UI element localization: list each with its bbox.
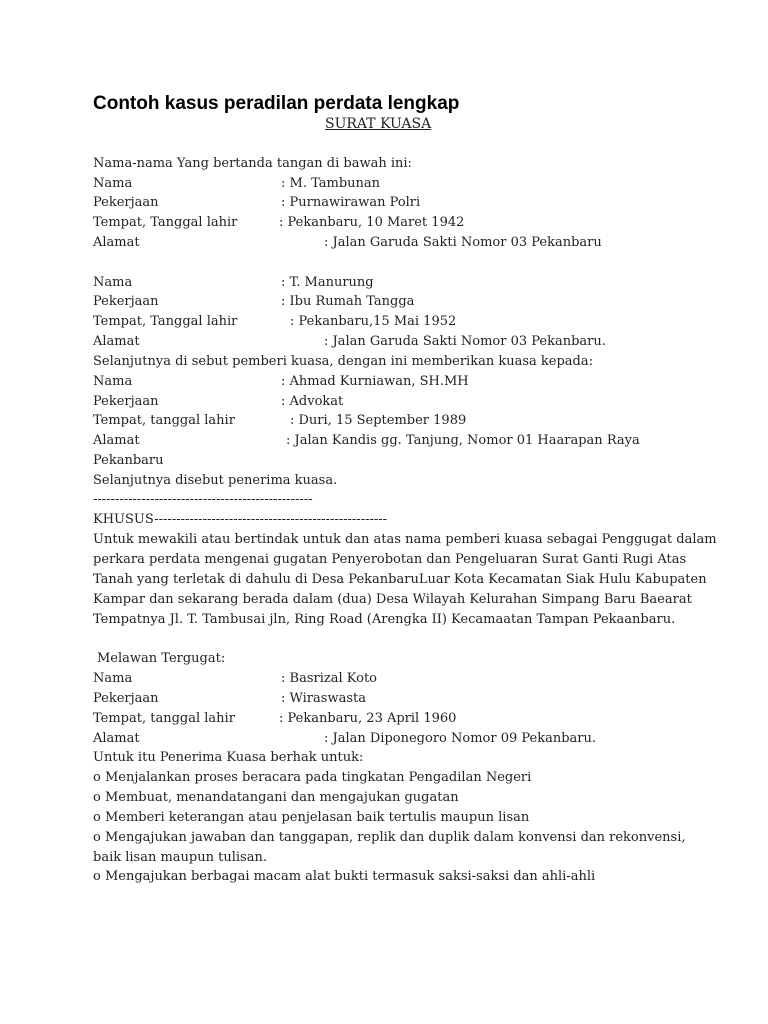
hak-item: o Mengajukan berbagai macam alat bukti termasuk saksi-saksi dan ahli-ahli xyxy=(93,869,596,884)
hak-item: o Menjalankan proses beracara pada tingkatan Pengadilan Negeri xyxy=(93,770,532,785)
penerima-ttl-label: Tempat, tanggal lahir xyxy=(93,413,235,428)
penerima-alamat-value: : Jalan Kandis gg. Tanjung, Nomor 01 Haarapan Raya xyxy=(286,433,640,448)
pemberi1-alamat-value: : Jalan Garuda Sakti Nomor 03 Pekanbaru xyxy=(324,235,602,250)
divider-line: -------------------------------------------------- xyxy=(93,492,313,507)
tergugat-ttl-label: Tempat, tanggal lahir xyxy=(93,711,235,726)
pemberi2-pekerjaan-label: Pekerjaan xyxy=(93,294,159,309)
pemberi2-nama-label: Nama xyxy=(93,275,133,290)
pemberi2-nama-value: : T. Manurung xyxy=(281,275,374,290)
hak-item-continued: baik lisan maupun tulisan. xyxy=(93,850,267,865)
tergugat-ttl-value: : Pekanbaru, 23 April 1960 xyxy=(279,711,457,726)
pemberi1-pekerjaan-value: : Purnawirawan Polri xyxy=(281,195,421,210)
pemberi1-nama-label: Nama xyxy=(93,176,133,191)
pemberi1-alamat-label: Alamat xyxy=(93,235,140,250)
tergugat-pekerjaan-value: : Wiraswasta xyxy=(281,691,366,706)
pemberi1-pekerjaan-label: Pekerjaan xyxy=(93,195,159,210)
tergugat-nama-value: : Basrizal Koto xyxy=(281,671,377,686)
pemberi2-alamat-value: : Jalan Garuda Sakti Nomor 03 Pekanbaru. xyxy=(324,334,606,349)
hak-item: o Memberi keterangan atau penjelasan baik tertulis maupun lisan xyxy=(93,810,530,825)
pemberi2-ttl-value: : Pekanbaru,15 Mai 1952 xyxy=(290,314,457,329)
melawan-line: Melawan Tergugat: xyxy=(97,651,226,666)
pemberi2-pekerjaan-value: : Ibu Rumah Tangga xyxy=(281,294,415,309)
tergugat-pekerjaan-label: Pekerjaan xyxy=(93,691,159,706)
penerima-pekerjaan-value: : Advokat xyxy=(281,394,344,409)
pemberi2-ttl-label: Tempat, Tanggal lahir xyxy=(93,314,238,329)
pemberi1-ttl-value: : Pekanbaru, 10 Maret 1942 xyxy=(279,215,465,230)
intro-line: Nama-nama Yang bertanda tangan di bawah ini: xyxy=(93,156,412,171)
khusus-line: KHUSUS----------------------------------------------------- xyxy=(93,512,388,527)
paragraph-line: perkara perdata mengenai gugatan Penyerobotan dan Pengeluaran Surat Ganti Rugi Atas xyxy=(93,552,687,567)
document-heading: SURAT KUASA xyxy=(325,116,432,132)
page-title: Contoh kasus peradilan perdata lengkap xyxy=(93,93,460,114)
penerima-nama-label: Nama xyxy=(93,374,133,389)
tergugat-alamat-label: Alamat xyxy=(93,731,140,746)
hak-intro: Untuk itu Penerima Kuasa berhak untuk: xyxy=(93,750,364,765)
penerima-ttl-value: : Duri, 15 September 1989 xyxy=(290,413,467,428)
pemberi1-ttl-label: Tempat, Tanggal lahir xyxy=(93,215,238,230)
paragraph-line: Tanah yang terletak di dahulu di Desa PekanbaruLuar Kota Kecamatan Siak Hulu Kabupaten xyxy=(93,572,707,587)
tergugat-nama-label: Nama xyxy=(93,671,133,686)
paragraph-line: Kampar dan sekarang berada dalam (dua) Desa Wilayah Kelurahan Simpang Baru Baearat xyxy=(93,592,692,607)
hak-item: o Membuat, menandatangani dan mengajukan gugatan xyxy=(93,790,459,805)
penerima-note: Selanjutnya disebut penerima kuasa. xyxy=(93,473,338,488)
paragraph-line: Tempatnya Jl. T. Tambusai jln, Ring Road (Arengka II) Kecamaatan Tampan Pekaanbaru. xyxy=(93,612,676,627)
penerima-alamat-continued: Pekanbaru xyxy=(93,453,164,468)
penerima-nama-value: : Ahmad Kurniawan, SH.MH xyxy=(281,374,469,389)
penerima-alamat-label: Alamat xyxy=(93,433,140,448)
pemberi-note: Selanjutnya di sebut pemberi kuasa, dengan ini memberikan kuasa kepada: xyxy=(93,354,593,369)
pemberi1-nama-value: : M. Tambunan xyxy=(281,176,381,191)
penerima-pekerjaan-label: Pekerjaan xyxy=(93,394,159,409)
tergugat-alamat-value: : Jalan Diponegoro Nomor 09 Pekanbaru. xyxy=(324,731,597,746)
hak-item: o Mengajukan jawaban dan tanggapan, replik dan duplik dalam konvensi dan rekonvensi, xyxy=(93,830,686,845)
pemberi2-alamat-label: Alamat xyxy=(93,334,140,349)
paragraph-line: Untuk mewakili atau bertindak untuk dan atas nama pemberi kuasa sebagai Penggugat dalam xyxy=(93,532,717,547)
